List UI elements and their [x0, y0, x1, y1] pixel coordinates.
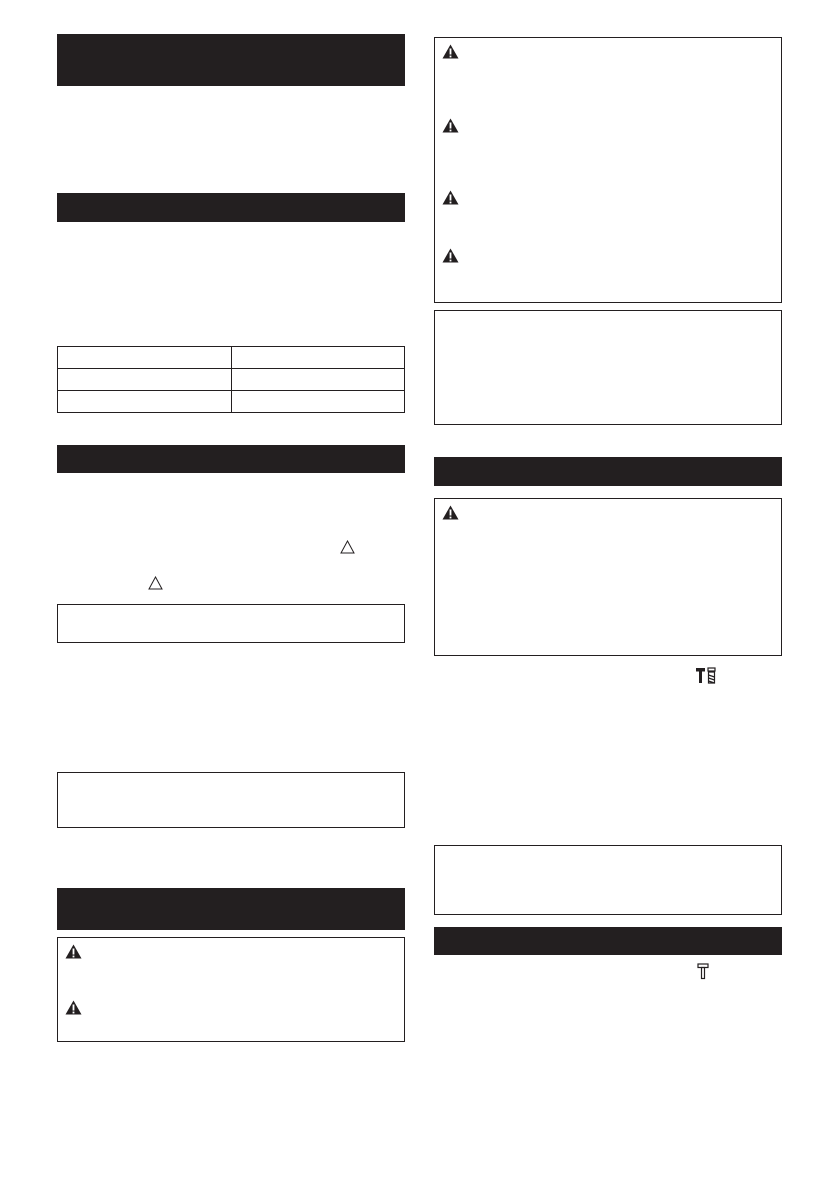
warning-triangle-icon [442, 118, 459, 133]
table-row [58, 391, 405, 413]
section-header-bar-1 [57, 34, 405, 86]
warning-triangle-icon [442, 248, 459, 263]
warning-triangle-icon [65, 944, 82, 959]
hammer-mode-icon [697, 963, 709, 980]
warning-triangle-icon [442, 44, 459, 59]
table-cell [231, 391, 405, 413]
outline-triangle-icon [340, 540, 355, 554]
warning-triangle-icon [65, 1000, 82, 1015]
warning-box-right-mid [434, 498, 782, 656]
note-box-2 [57, 772, 405, 828]
section-header-bar-right-2 [434, 927, 782, 955]
section-header-bar-4 [57, 888, 405, 930]
table-cell [231, 369, 405, 391]
table-cell [58, 347, 232, 369]
section-header-bar-3 [57, 445, 405, 473]
table-row [58, 347, 405, 369]
drill-hammer-mode-icon [695, 667, 718, 684]
note-box-right-2 [434, 845, 782, 915]
table-cell [231, 347, 405, 369]
section-header-bar-right-1 [434, 457, 782, 486]
warning-triangle-icon [442, 505, 459, 520]
warning-triangle-icon [442, 190, 459, 205]
table-cell [58, 369, 232, 391]
warning-box-right-top [434, 37, 782, 303]
note-box-right-1 [434, 310, 782, 425]
note-box-1 [57, 604, 405, 643]
warning-box-left [57, 937, 405, 1042]
section-header-bar-2 [57, 193, 405, 222]
outline-triangle-icon [148, 576, 163, 590]
table-cell [58, 391, 232, 413]
table-row [58, 369, 405, 391]
specification-table [57, 346, 405, 413]
